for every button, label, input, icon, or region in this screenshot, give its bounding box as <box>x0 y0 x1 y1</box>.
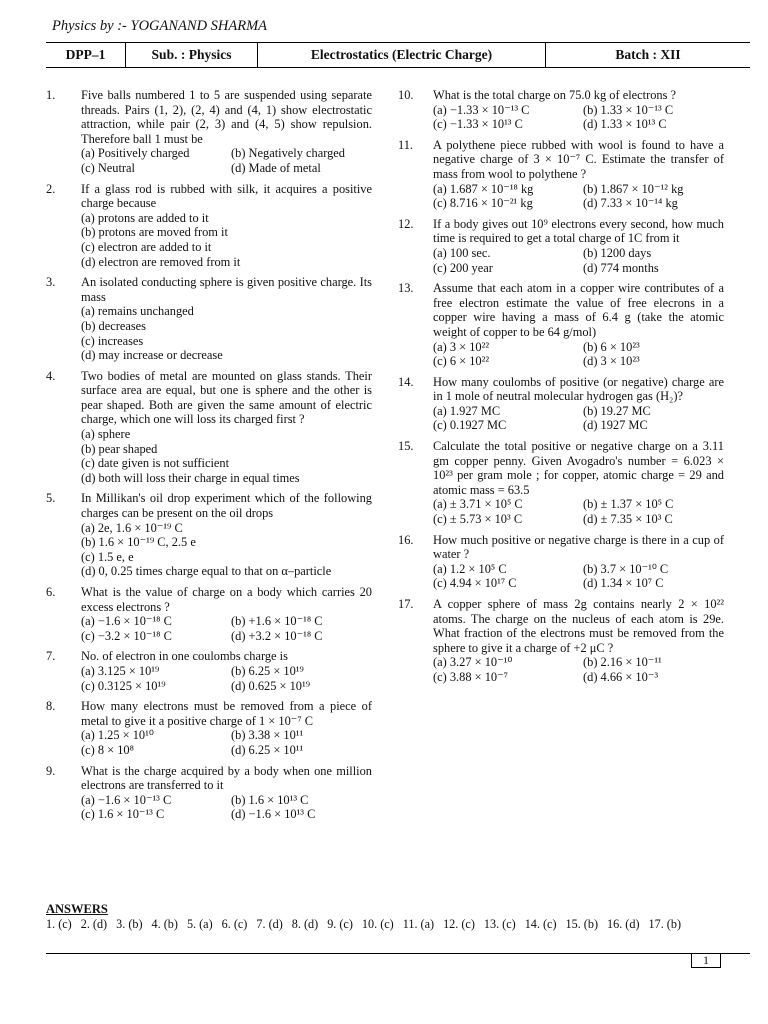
option-item: (d) 3 × 10²³ <box>583 354 640 369</box>
option-item: (d) 6.25 × 10¹¹ <box>231 742 304 757</box>
option-item: (b) 1.867 × 10⁻¹² kg <box>583 181 684 196</box>
question-options <box>433 497 724 526</box>
question-number: 7. <box>46 649 56 664</box>
answer-item: 12. (c) <box>443 917 475 931</box>
worksheet-header <box>46 42 750 68</box>
option-item: (d) 774 months <box>583 260 659 275</box>
question-item <box>46 182 372 270</box>
option-item: (c) ± 5.73 × 10³ C <box>433 512 523 527</box>
question-options <box>81 664 372 693</box>
question-number: 15. <box>398 439 414 454</box>
option-item: (a) 3.27 × 10⁻¹⁰ <box>433 655 513 670</box>
option-item: (d) electron are removed from it <box>81 254 241 269</box>
option-item: (c) 6 × 10²² <box>433 354 490 369</box>
option-item: (c) 8 × 10⁸ <box>81 742 134 757</box>
option-item: (b) decreases <box>81 318 147 333</box>
question-options <box>81 728 372 757</box>
topic-label: Electrostatics (Electric Charge) <box>258 43 546 67</box>
option-item: (c) 200 year <box>433 260 493 275</box>
option-item: (b) 1.33 × 10⁻¹³ C <box>583 102 674 117</box>
question-item <box>46 369 372 486</box>
option-item: (b) +1.6 × 10⁻¹⁸ C <box>231 614 323 629</box>
question-text: If a body gives out 10⁹ electrons every second, how much time is required to get a total charge of 1C from it <box>433 216 724 246</box>
answer-item: 13. (c) <box>483 917 516 931</box>
answer-item: 3. (b) <box>116 917 143 931</box>
question-text: How much positive or negative charge is there in a cup of water ? <box>433 532 724 562</box>
footer-rule <box>46 953 750 954</box>
question-item <box>398 281 724 369</box>
option-item: (c) Neutral <box>81 160 136 175</box>
option-item: (c) 1.5 e, e <box>81 549 134 564</box>
option-item: (c) −1.33 × 10¹³ C <box>433 117 523 132</box>
question-options <box>433 182 724 211</box>
answer-item: 11. (a) <box>402 917 435 931</box>
question-text: A copper sphere of mass 2g contains nearly 2 × 10²² atoms. The charge on the nucleus of each atom is 29e. What fraction of the electrons must be removed from the sphere to give it a charge of +2 μC ? <box>433 597 724 655</box>
question-text: Assume that each atom in a copper wire contributes of a free electron estimate the value of free elecrons in a copper wire having a mass of 6.4 g (take the atomic weight of copper to be 64 g/mol) <box>433 281 724 339</box>
question-text: What is the total charge on 75.0 kg of electrons ? <box>433 88 677 102</box>
question-text: An isolated conducting sphere is given positive charge. Its mass <box>81 275 372 304</box>
question-options <box>81 521 372 579</box>
question-item <box>46 699 372 757</box>
option-item: (b) protons are moved from it <box>81 225 228 240</box>
option-item: (d) 0, 0.25 times charge equal to that on α–particle <box>81 564 332 579</box>
question-text: Calculate the total positive or negative charge on a 3.11 gm copper penny. Given Avogadro's number = 6.023 × 10²³ per gram mole ; for copper, atomic charge = 29 and atomic mass = 63.5 <box>433 439 724 497</box>
question-options <box>81 146 372 175</box>
question-number: 8. <box>46 699 56 714</box>
option-item: (c) 3.88 × 10⁻⁷ <box>433 669 508 684</box>
option-item: (c) 1.6 × 10⁻¹³ C <box>81 807 165 822</box>
question-options <box>433 562 724 591</box>
question-item <box>46 585 372 643</box>
option-item: (c) 0.3125 × 10¹⁹ <box>81 678 166 693</box>
option-item: (a) −1.6 × 10⁻¹³ C <box>81 792 172 807</box>
question-number: 2. <box>46 181 56 196</box>
question-number: 17. <box>398 597 414 611</box>
question-number: 10. <box>398 88 414 102</box>
option-item: (a) −1.6 × 10⁻¹⁸ C <box>81 614 172 629</box>
option-item: (c) electron are added to it <box>81 239 212 254</box>
answers-heading: ANSWERS <box>46 902 108 916</box>
option-item: (a) ± 3.71 × 10⁵ C <box>433 497 523 512</box>
option-item: (a) 1.927 MC <box>433 403 501 418</box>
option-item: (b) pear shaped <box>81 441 158 456</box>
option-item: (d) 1.34 × 10⁷ C <box>583 576 664 591</box>
question-text: Five balls numbered 1 to 5 are suspended using separate threads. Pairs (1, 2), (2, 4) and (4, 1) show electrostatic attraction, while pair (2, 3) and (4, 5) show repulsion. Therefore ball 1 must be <box>81 88 372 146</box>
question-item <box>398 597 724 685</box>
option-item: (d) +3.2 × 10⁻¹⁸ C <box>231 628 323 643</box>
question-text: How many electrons must be removed from a piece of metal to give it a positive charge of 1 × 10⁻⁷ C <box>81 699 372 728</box>
option-item: (c) 0.1927 MC <box>433 418 507 433</box>
option-item: (a) remains unchanged <box>81 304 194 319</box>
question-options <box>433 103 724 132</box>
question-text: If a glass rod is rubbed with silk, it acquires a positive charge because <box>81 181 372 211</box>
question-item <box>398 217 724 275</box>
option-item: (c) 4.94 × 10¹⁷ C <box>433 576 517 591</box>
question-text: How many coulombs of positive (or negative) charge are in 1 mole of neutral molecular hydrogen gas (H₂)? <box>433 374 724 404</box>
answer-item: 9. (c) <box>327 917 353 931</box>
question-options <box>433 404 724 433</box>
question-number: 9. <box>46 763 56 778</box>
question-number: 12. <box>398 216 414 231</box>
option-item: (d) 0.625 × 10¹⁹ <box>231 678 311 693</box>
option-item: (d) 4.66 × 10⁻³ <box>583 669 659 684</box>
option-item: (b) 1.6 × 10¹³ C <box>231 792 309 807</box>
option-item: (b) 1200 days <box>583 245 652 260</box>
answers-list <box>46 917 706 932</box>
option-item: (c) 8.716 × 10⁻²¹ kg <box>433 196 533 211</box>
option-item: (a) 2e, 1.6 × 10⁻¹⁹ C <box>81 520 183 535</box>
question-options <box>433 246 724 275</box>
option-item: (d) −1.6 × 10¹³ C <box>231 807 316 822</box>
option-item: (d) may increase or decrease <box>81 348 223 363</box>
answer-item: 7. (d) <box>256 917 283 931</box>
question-number: 4. <box>46 368 56 383</box>
answer-item: 5. (a) <box>186 917 213 931</box>
question-options <box>81 211 372 269</box>
answer-item: 17. (b) <box>648 917 682 931</box>
question-number: 11. <box>398 137 414 152</box>
option-item: (a) 1.687 × 10⁻¹⁸ kg <box>433 181 534 196</box>
question-options <box>81 614 372 643</box>
question-item <box>46 764 372 822</box>
answer-item: 10. (c) <box>361 917 394 931</box>
page-number: 1 <box>691 954 721 968</box>
option-item: (a) Positively charged <box>81 146 190 161</box>
question-item <box>46 275 372 363</box>
question-text: What is the charge acquired by a body when one million electrons are transferred to it <box>81 763 372 793</box>
author-credit: Physics by :- YOGANAND SHARMA <box>52 18 268 34</box>
option-item: (d) 1.33 × 10¹³ C <box>583 117 667 132</box>
option-item: (c) −3.2 × 10⁻¹⁸ C <box>81 628 172 643</box>
questions-column-left <box>46 88 372 828</box>
answer-item: 14. (c) <box>524 917 557 931</box>
question-text: No. of electron in one coulombs charge is <box>81 649 288 664</box>
dpp-label: DPP–1 <box>46 43 126 67</box>
subject-label: Sub. : Physics <box>126 43 258 67</box>
question-number: 3. <box>46 275 56 290</box>
question-options <box>81 304 372 362</box>
question-options <box>433 340 724 369</box>
option-item: (c) date given is not sufficient <box>81 456 230 471</box>
question-item <box>46 88 372 176</box>
question-text: A polythene piece rubbed with wool is found to have a negative charge of 3 × 10⁻⁷ C. Estimate the transfer of mass from wool to polythene ? <box>433 137 724 181</box>
question-text: In Millikan's oil drop experiment which of the following charges can be present on the oil drops <box>81 491 372 521</box>
question-item <box>398 375 724 433</box>
question-number: 14. <box>398 374 414 389</box>
option-item: (c) increases <box>81 333 144 348</box>
question-text: What is the value of charge on a body which carries 20 excess electrons ? <box>81 585 372 614</box>
question-item <box>398 88 724 132</box>
option-item: (d) ± 7.35 × 10³ C <box>583 512 673 527</box>
question-item <box>46 649 372 693</box>
answer-item: 15. (b) <box>565 917 599 931</box>
option-item: (d) 1927 MC <box>583 418 648 433</box>
answer-item: 8. (d) <box>291 917 319 931</box>
option-item: (d) Made of metal <box>231 160 321 175</box>
question-options <box>433 655 724 684</box>
option-item: (b) 19.27 MC <box>583 403 651 418</box>
question-options <box>81 793 372 822</box>
question-item <box>398 138 724 211</box>
option-item: (a) protons are added to it <box>81 210 209 225</box>
questions-column-right <box>398 88 724 691</box>
question-number: 6. <box>46 585 56 599</box>
option-item: (a) 1.25 × 10¹⁰ <box>81 728 154 743</box>
option-item: (b) 6.25 × 10¹⁹ <box>231 663 304 678</box>
option-item: (b) 3.38 × 10¹¹ <box>231 728 304 743</box>
question-item <box>398 533 724 591</box>
question-item <box>46 491 372 579</box>
question-number: 16. <box>398 532 414 547</box>
question-options <box>81 427 372 485</box>
option-item: (d) both will loss their charge in equal times <box>81 470 300 485</box>
answer-item: 2. (d) <box>80 917 108 931</box>
option-item: (b) 3.7 × 10⁻¹⁰ C <box>583 561 669 576</box>
question-number: 5. <box>46 491 56 506</box>
option-item: (a) 3 × 10²² <box>433 339 490 354</box>
option-item: (b) 6 × 10²³ <box>583 339 640 354</box>
answer-item: 16. (d) <box>607 917 640 931</box>
answer-item: 6. (c) <box>221 917 248 931</box>
option-item: (a) 100 sec. <box>433 245 491 260</box>
option-item: (a) −1.33 × 10⁻¹³ C <box>433 102 530 117</box>
option-item: (b) 1.6 × 10⁻¹⁹ C, 2.5 e <box>81 535 196 550</box>
question-text: Two bodies of metal are mounted on glass stands. Their surface area are equal, but one is sphere and the other is pear shaped. Both are given the same amount of electric charge, which one will loss its charged first ? <box>81 368 372 427</box>
option-item: (b) 2.16 × 10⁻¹¹ <box>583 655 662 670</box>
answer-item: 4. (b) <box>151 917 178 931</box>
option-item: (a) 3.125 × 10¹⁹ <box>81 663 160 678</box>
option-item: (d) 7.33 × 10⁻¹⁴ kg <box>583 196 678 211</box>
question-item <box>398 439 724 527</box>
answer-item: 1. (c) <box>46 917 72 931</box>
option-item: (b) ± 1.37 × 10⁵ C <box>583 497 674 512</box>
option-item: (a) 1.2 × 10⁵ C <box>433 561 507 576</box>
option-item: (a) sphere <box>81 427 131 442</box>
question-number: 1. <box>46 88 56 102</box>
question-number: 13. <box>398 281 414 296</box>
option-item: (b) Negatively charged <box>231 146 345 161</box>
batch-label: Batch : XII <box>615 47 681 62</box>
